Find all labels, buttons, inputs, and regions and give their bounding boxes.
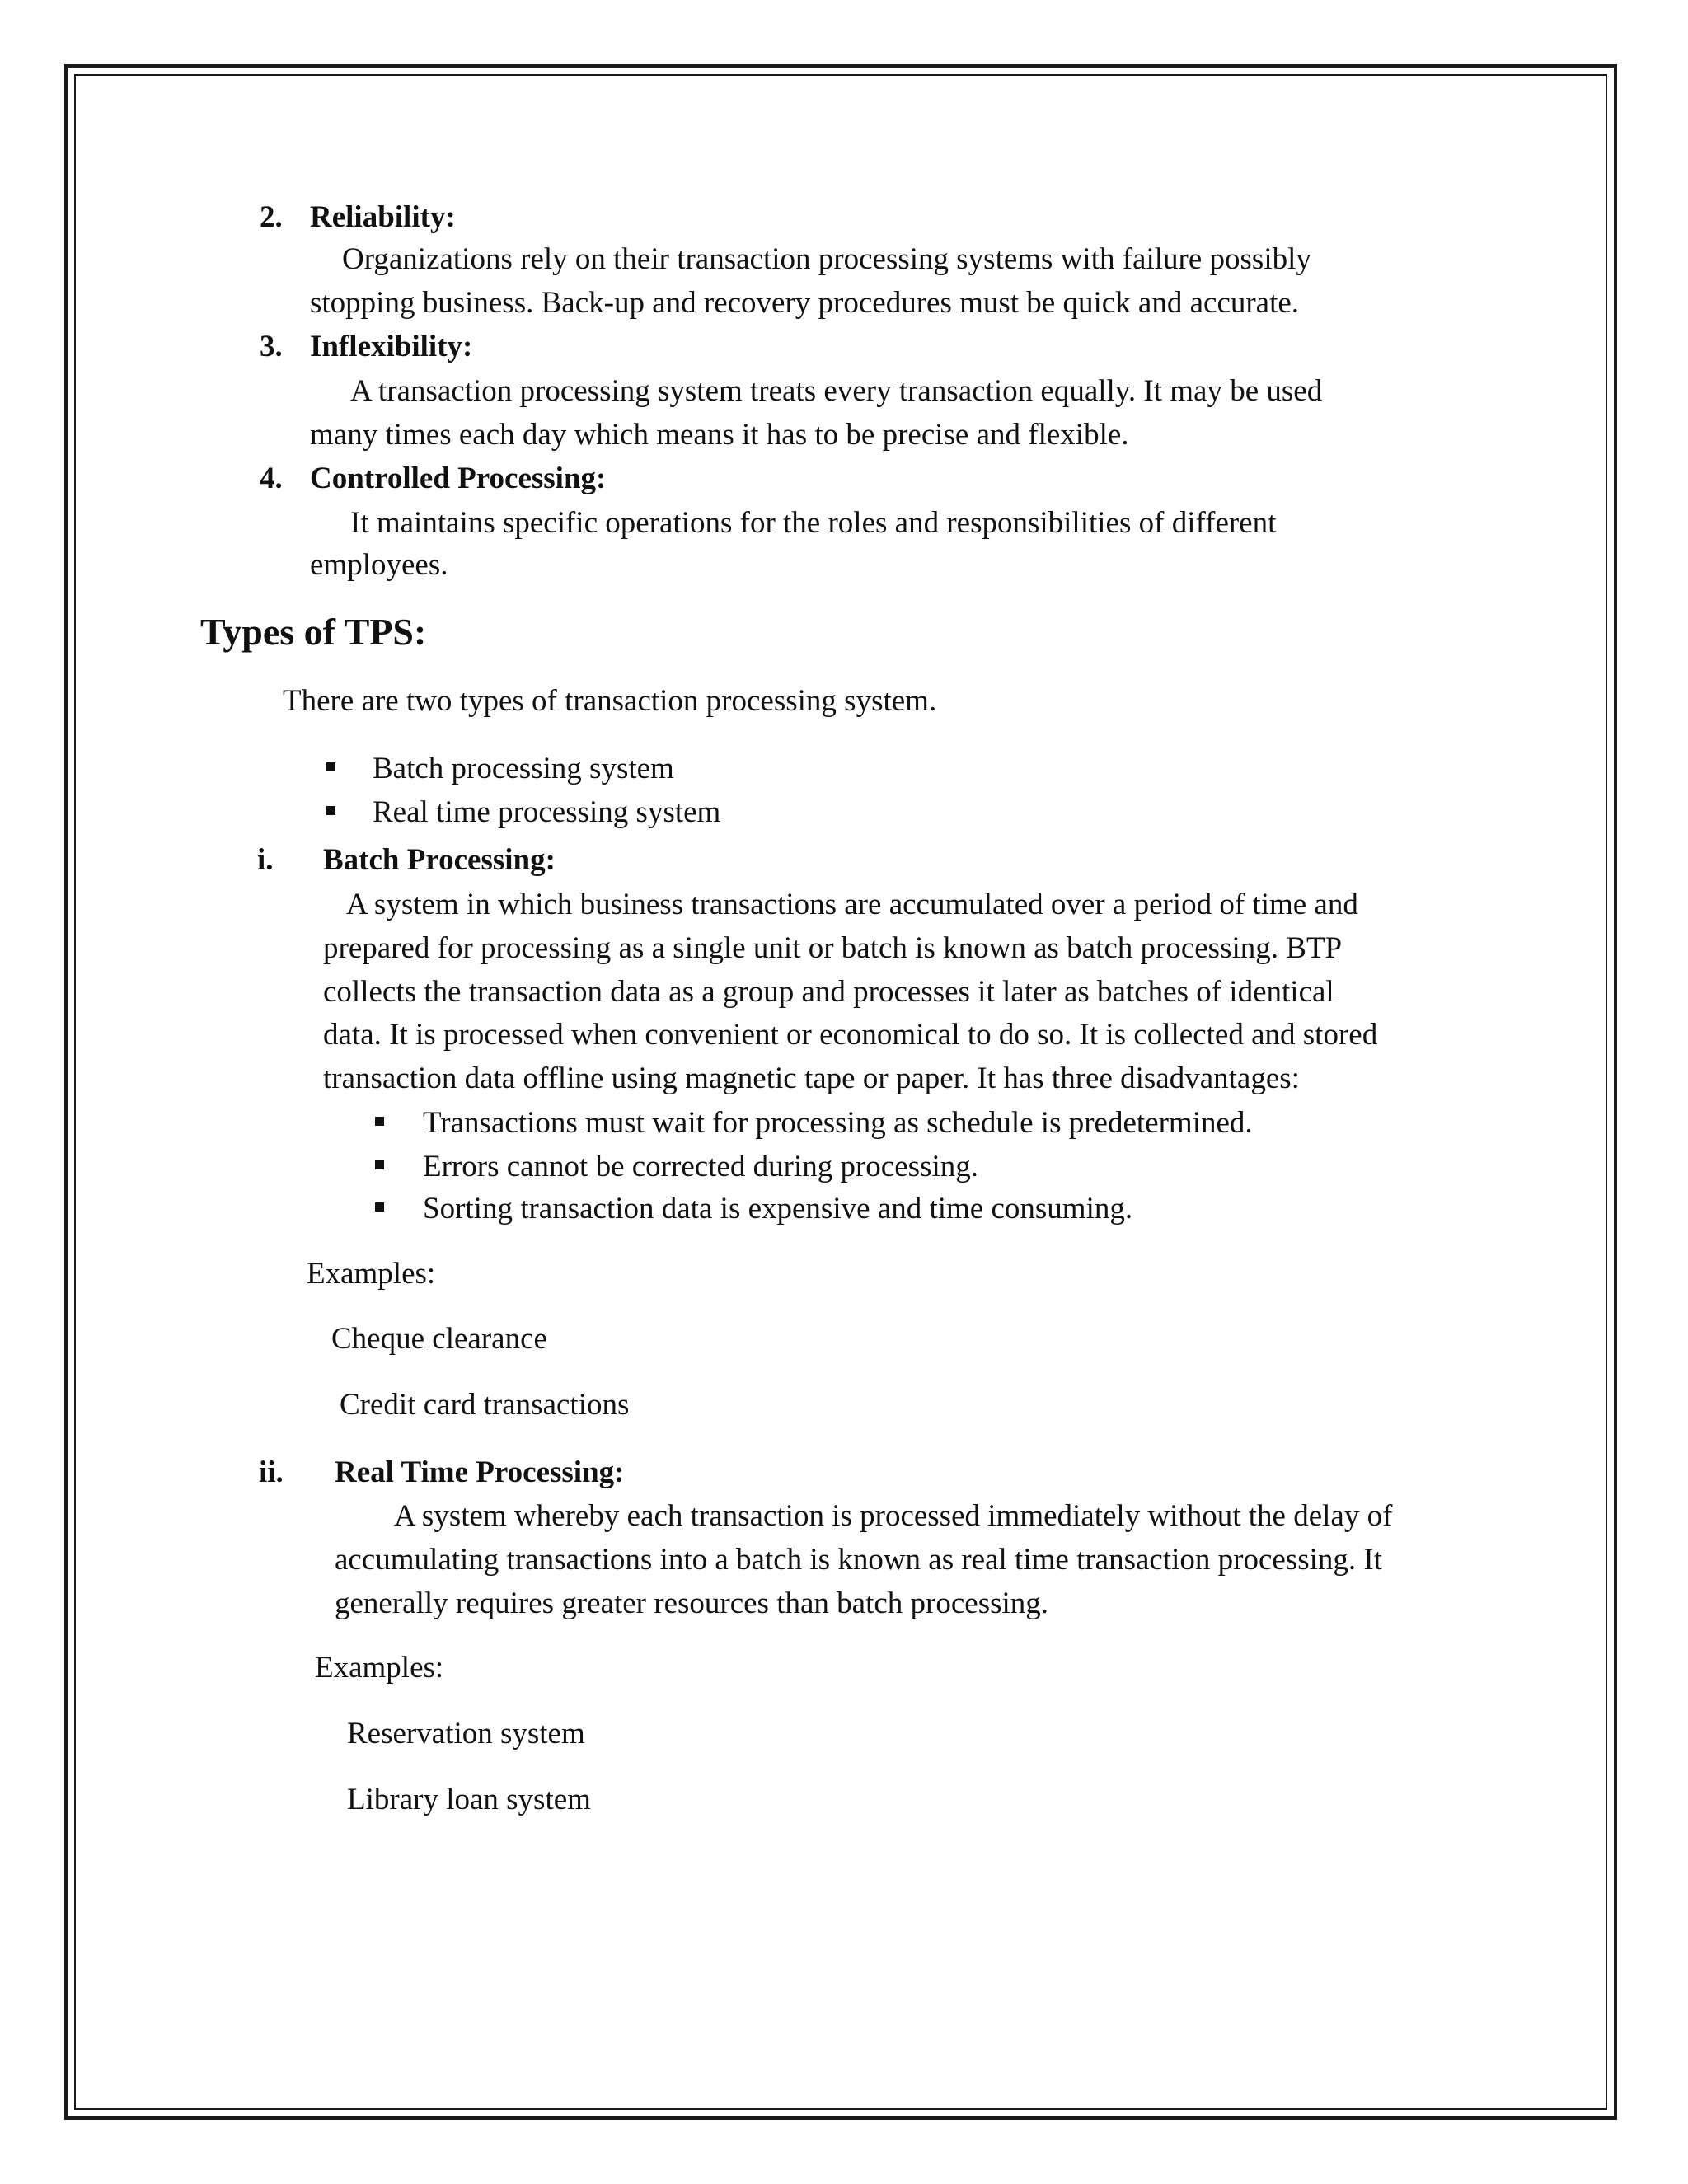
feature-text-line: employees.: [310, 548, 448, 582]
square-bullet-icon: [375, 1160, 384, 1169]
batch-text-line: transaction data offline using magnetic tape or paper. It has three disadvantages:: [323, 1062, 1300, 1095]
feature-title-reliability: Reliability:: [310, 200, 456, 234]
realtime-text-line: accumulating transactions into a batch is known as real time transaction processing. It: [335, 1543, 1382, 1577]
subsection-title-real-time-processing: Real Time Processing:: [335, 1455, 625, 1489]
realtime-text-line: A system whereby each transaction is processed immediately without the delay of: [394, 1499, 1393, 1533]
realtime-text-line: generally requires greater resources than batch processing.: [335, 1586, 1049, 1620]
example-item: Library loan system: [347, 1783, 591, 1816]
feature-number: 3.: [260, 330, 283, 363]
types-list-item: Real time processing system: [373, 795, 721, 829]
batch-text-line: collects the transaction data as a group and processes it later as batches of identical: [323, 975, 1334, 1009]
example-item: Credit card transactions: [340, 1388, 630, 1422]
subsection-number: ii.: [259, 1455, 284, 1489]
types-intro: There are two types of transaction processing system.: [283, 684, 937, 718]
square-bullet-icon: [326, 762, 335, 771]
square-bullet-icon: [375, 1202, 384, 1212]
feature-text-line: many times each day which means it has to be precise and flexible.: [310, 418, 1129, 452]
examples-label: Examples:: [315, 1651, 444, 1685]
batch-text-line: A system in which business transactions are accumulated over a period of time and: [346, 888, 1358, 921]
subsection-title-batch-processing: Batch Processing:: [323, 843, 556, 877]
feature-number: 4.: [260, 462, 283, 495]
feature-number: 2.: [260, 200, 283, 234]
section-heading-types-of-tps: Types of TPS:: [200, 611, 427, 653]
types-list-item: Batch processing system: [373, 752, 674, 785]
feature-text-line: Organizations rely on their transaction processing systems with failure possibly: [342, 242, 1311, 276]
square-bullet-icon: [326, 806, 335, 815]
feature-title-inflexibility: Inflexibility:: [310, 330, 473, 363]
batch-text-line: data. It is processed when convenient or economical to do so. It is collected and stored: [323, 1018, 1378, 1052]
disadvantage-item: Transactions must wait for processing as schedule is predetermined.: [423, 1106, 1253, 1140]
feature-text-line: It maintains specific operations for the roles and responsibilities of different: [350, 506, 1277, 540]
example-item: Cheque clearance: [331, 1322, 547, 1356]
feature-text-line: stopping business. Back-up and recovery procedures must be quick and accurate.: [310, 286, 1300, 320]
disadvantage-item: Errors cannot be corrected during processing.: [423, 1150, 978, 1183]
batch-text-line: prepared for processing as a single unit or batch is known as batch processing. BTP: [323, 931, 1343, 965]
disadvantage-item: Sorting transaction data is expensive and time consuming.: [423, 1192, 1133, 1226]
examples-label: Examples:: [307, 1257, 436, 1291]
square-bullet-icon: [375, 1117, 384, 1126]
subsection-number: i.: [257, 843, 274, 877]
example-item: Reservation system: [347, 1717, 585, 1750]
feature-text-line: A transaction processing system treats every transaction equally. It may be used: [350, 374, 1323, 408]
feature-title-controlled-processing: Controlled Processing:: [310, 462, 607, 495]
